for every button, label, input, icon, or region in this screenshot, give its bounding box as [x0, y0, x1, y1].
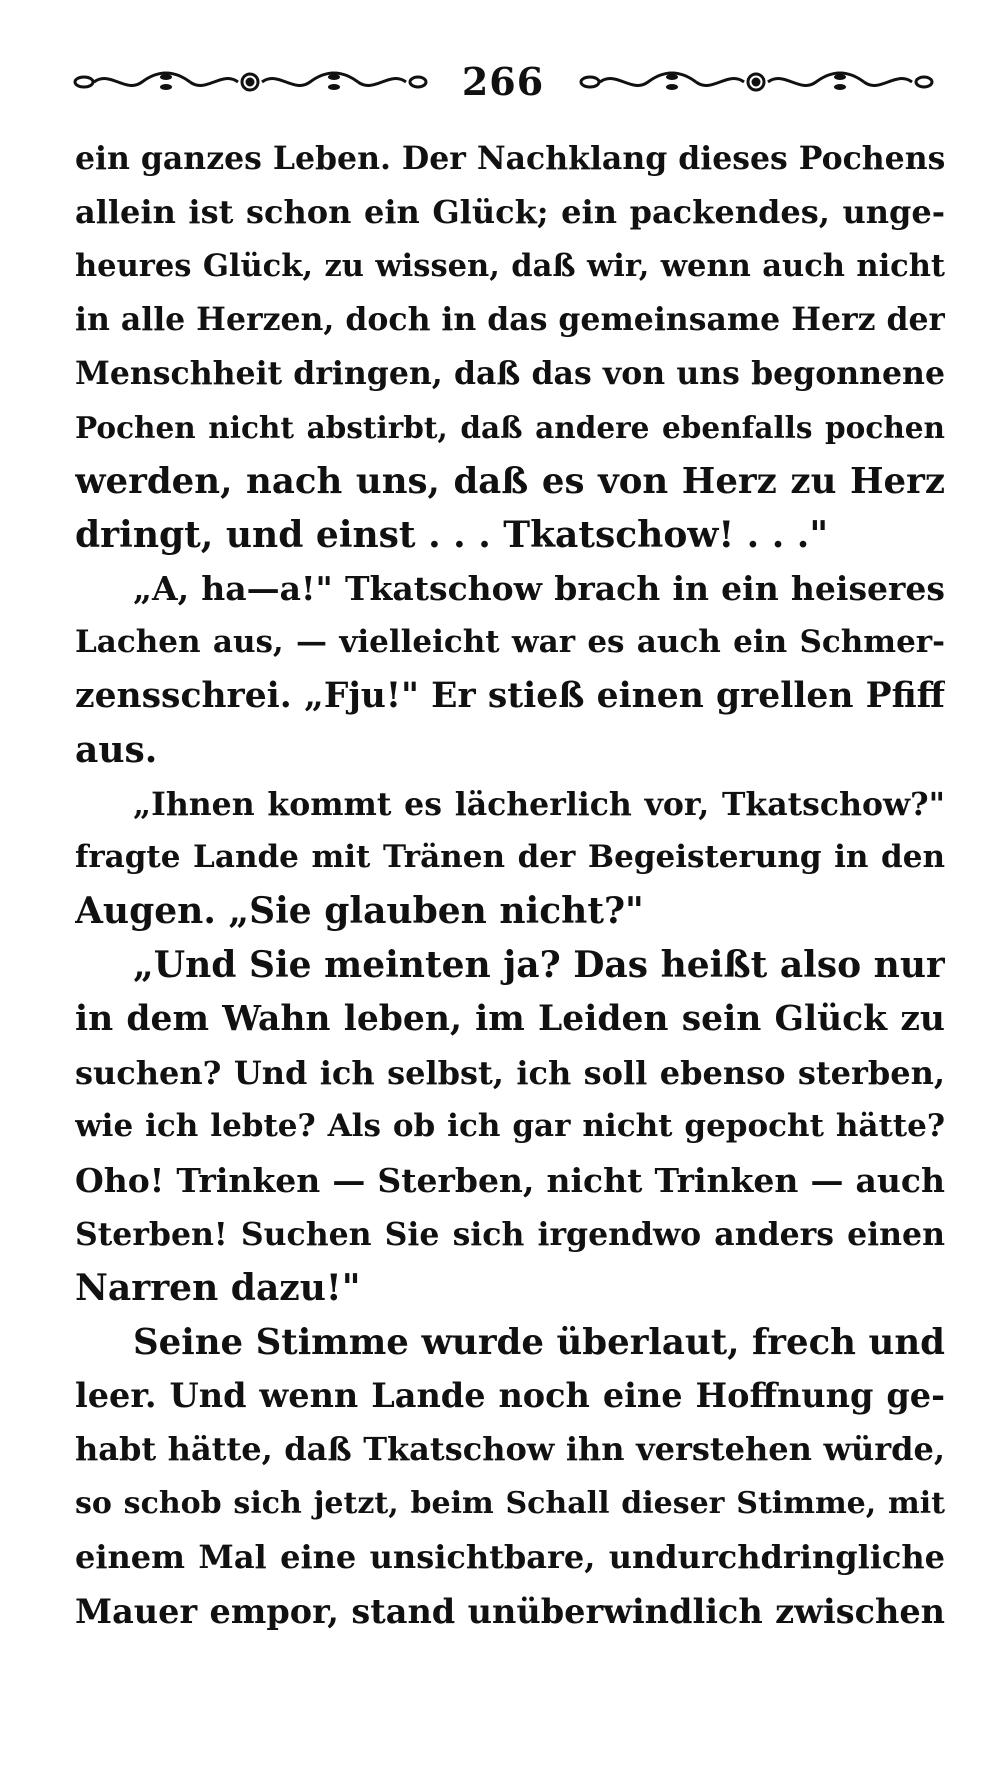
left-ornament-icon	[70, 68, 430, 96]
text-line: Narren dazu!"	[75, 1266, 361, 1309]
text-line: heures Glück, zu wissen, daß wir, wenn auch nicht	[75, 247, 945, 284]
page-number: 266	[461, 59, 545, 104]
text-line: Oho! Trinken — Sterben, nicht Trinken — auch	[75, 1161, 945, 1201]
text-line: Lachen aus, — vielleicht war es auch ein Schmer-	[75, 624, 945, 661]
text-line: wie ich lebte? Als ob ich gar nicht gepocht hätte?	[75, 1108, 945, 1145]
text-line: habt hätte, daß Tkatschow ihn verstehen würde,	[75, 1430, 945, 1469]
text-line: „A, ha—a!" Tkatschow brach in ein heiseres	[133, 569, 945, 609]
text-line: leer. Und wenn Lande noch eine Hoffnung ge-	[75, 1376, 945, 1416]
page-header	[70, 52, 936, 112]
text-line: Menschheit dringen, daß das von uns begonnene	[75, 355, 945, 393]
text-line: ein ganzes Leben. Der Nachklang dieses Pochens	[75, 140, 945, 177]
text-line: dringt, und einst . . . Tkatschow! . . ."	[75, 513, 829, 556]
text-line: Mauer empor, stand unüberwindlich zwischen	[75, 1591, 945, 1631]
right-ornament-icon	[576, 68, 936, 96]
text-line: Seine Stimme wurde überlaut, frech und	[133, 1321, 945, 1363]
text-line: „Und Sie meinten ja? Das heißt also nur	[133, 943, 945, 986]
text-line: fragte Lande mit Tränen der Begeisterung in den	[75, 839, 945, 876]
text-line: zensschrei. „Fju!" Er stieß einen grellen Pfiff	[75, 675, 945, 716]
text-line: „Ihnen kommt es lächerlich vor, Tkatschow?"	[133, 785, 945, 823]
text-line: Augen. „Sie glauben nicht?"	[75, 890, 644, 933]
text-line: so schob sich jetzt, beim Schall dieser Stimme, mit	[75, 1485, 945, 1521]
text-line: in dem Wahn leben, im Leiden sein Glück zu	[75, 998, 945, 1039]
text-line: suchen? Und ich selbst, ich soll ebenso sterben,	[75, 1053, 945, 1092]
text-line: Sterben! Suchen Sie sich irgendwo anders einen	[75, 1215, 945, 1253]
text-line: Pochen nicht abstirbt, daß andere ebenfalls pochen	[75, 409, 945, 445]
text-line: einem Mal eine unsichtbare, undurchdringliche	[75, 1537, 945, 1576]
body-text	[75, 132, 945, 1638]
text-line: werden, nach uns, daß es von Herz zu Herz	[75, 460, 945, 502]
text-line: in alle Herzen, doch in das gemeinsame Herz der	[75, 301, 945, 339]
text-line: allein ist schon ein Glück; ein packendes, unge-	[75, 192, 945, 231]
text-line: aus.	[75, 728, 158, 771]
